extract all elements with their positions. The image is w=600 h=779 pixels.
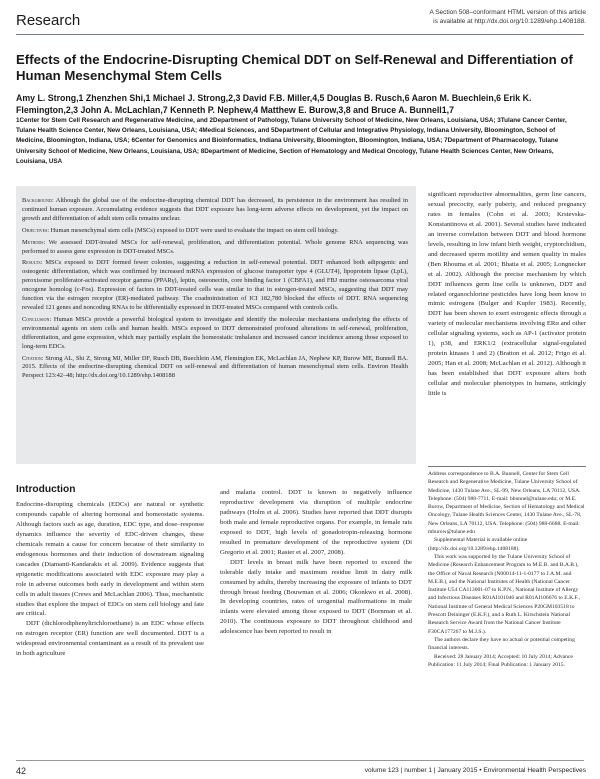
abstract-citation: [22, 355, 408, 382]
html-version-note-line1: A Section 508–conformant HTML version of this article: [429, 9, 586, 16]
dates-note: Received: 28 January 2014; Accepted: 10 July 2014; Advance Publication: 11 July 2014; Final Publication: 1 January 2015.: [428, 653, 573, 668]
article-title: Effects of the Endocrine-Disrupting Chemical DDT on Self-Renewal and Differentiation of Human Mesenchymal Stem Cells: [16, 52, 573, 83]
competing-interests-note: The authors declare they have no actual or potential competing financial interests.: [428, 636, 575, 652]
header-rule: [16, 34, 584, 35]
journal-footer: volume 123 | number 1 | January 2015 • Environmental Health Perspectives: [364, 767, 586, 774]
article-notes: [428, 470, 586, 669]
correspondence-note: Address correspondence to B.A. Bunnell, Center for Stem Cell Research and Regenerative Medicine, Tulane University School of Medicine, 1430 Tulane Ave., SL-99, New Orleans, LA 70112, USA. Telephone: (504) 988-7711. E-mail: bbunnel@tulane.edu; or M.E. Burow, Department of Medicine, Section of Hematology and Medical Oncology, Tulane Health Sciences Center, 1430 Tulane Ave., SL-78, New Orleans, LA 70112, USA. Telephone: (504) 988-6688. E-mail: mburow@tulane.edu: [428, 471, 585, 536]
citation-label: Citation:: [22, 354, 44, 362]
abstract-conclusion: [22, 316, 408, 352]
methods-label: Methods:: [22, 238, 46, 246]
abstract-background: [22, 197, 408, 224]
paragraph: Endocrine-disrupting chemicals (EDCs) are natural or synthetic compounds capable of altering hormonal and homeostatic systems. Although factors such as age, duration, EDC type, and dose–response dynamics influence the severity of EDC-driven changes, these chemicals remain a cause for concern because of their similarity to endogenous hormones and their induction of downstream signaling cascades (Diamanti-Kandarakis et al. 2009). Evidence suggests that epigenetic modifications associated with EDC exposure may play a role in adverse outcomes both early in development and within stem cells in adult tissues (Crews and McLachlan 2006). Thus, mechanistic studies that explore the impact of EDCs on stem cell biology and fate are critical.: [16, 501, 204, 618]
objectives-label: Objectives:: [22, 226, 50, 234]
abstract: [22, 197, 408, 384]
results-label: Results:: [22, 259, 43, 267]
footer-rule: [16, 760, 584, 761]
section-label: Research: [16, 12, 81, 29]
background-text: Although the global use of the endocrine-disrupting chemical DDT has decreased, its persistence in the environment has resulted in continued human exposure. Accumulating evidence suggests that DDT exposure has long-term adverse effects on development, yet the impact on growth and differentiation of adult stem cells remains unclear.: [22, 197, 408, 222]
abstract-results: [22, 259, 408, 312]
paragraph: and malaria control. DDT is known to negatively influence reproductive development via disruption of multiple endocrine pathways (Holm et al. 2006). Studies have reported that DDT disrupts both male and female reproductive organs. For example, in female rats exposed to DDT, high levels of gonadotropin-releasing hormone resulted in premature development of the reproductive system (Di Gregorio et al. 2001; Rasier et al. 2007, 2008).: [220, 489, 412, 556]
body-text-column-1: [16, 500, 204, 659]
funding-note: This work was supported by the Tulane University School of Medicine (Research Enhancement Program to M.E.B. and B.A.B.), the Office of Naval Research (N00014-11-1-0177 to J.A.M. and M.E.B.), and the National Institutes of Health (National Cancer Institute U54 CA113001-07 to K.P.N., National Institute of Allergy and Infectious Diseases R01AI101046 and R01AI106676 to E.K.F., National Institute of General Medical Sciences P20GM103518 to Prescott Deininger (E.K.F.), and a Ruth L. Kirschstein National Research Service Award from the National Cancer Institute F30CA177267 to M.J.S.).: [428, 553, 580, 635]
affiliations: 1Center for Stem Cell Research and Regenerative Medicine, and 2Department of Pathology, Tulane University School of Medicine, New Orleans, Louisiana, USA; 3Tulane Cancer Center, Tulane Health Science Center, New Orleans, Louisiana, USA; 4Medical Sciences, and 5Department of Cellular and Integrative Physiology, Indiana University, Bloomington, School of Medicine, Bloomington, Indiana, USA; 6Center for Genomics and Bioinformatics, Indiana University, Bloomington, Bloomington, Indiana, USA; 7Department of Pharmacology, Tulane University School of Medicine, New Orleans, Louisiana, USA; 8Department of Medicine, Section of Hematology and Medical Oncology, Tulane Health Sciences Center, New Orleans, Louisiana, USA: [16, 117, 567, 165]
background-label: Background:: [22, 197, 54, 204]
methods-text: We assessed DDT-treated MSCs for self-renewal, proliferation, and differentiation potential. Whole genome RNA sequencing was performed to assess gene expression in DDT-treated MSCs.: [22, 238, 408, 255]
results-text: MSCs exposed to DDT formed fewer colonies, suggesting a reduction in self-renewal potential. DDT enhanced both adipogenic and osteogenic differentiation, which was confirmed by increased mRNA expression of glucose transporter type 4 (GLUT4), lipoprotein lipase (LpL), peroxisome proliferator-activated receptor gamma (PPARγ), leptin, osteonectin, core binding factor 1 (CBFA1), and FBJ murine osteosarcoma viral oncogene homolog (c-Fos). Expression of factors in DDT-treated cells was similar to that in estrogen-treated MSCs, suggesting that DDT may function via the estrogen receptor (ER)-mediated pathway. The coadministration of ICI 182,780 blocked the effects of DDT. RNA sequencing revealed 121 genes and noncoding RNAs to be differentially expressed in DDT-treated MSCs compared with controls cells.: [22, 259, 408, 311]
supplemental-note[interactable]: Supplemental Material is available online (http://dx.doi.org/10.1289/ehp.1408188).: [428, 537, 528, 552]
paragraph: DDT levels in breast milk have been reported to exceed the tolerable daily intake and maximum residue limit in dairy milk consumed by adults, thereby increasing the exposure of infants to DDT through breast feeding (Bouwman et al. 2006; Okonkwo et al. 2008). In developing countries, rates of urogenital malformations in male infants were elevated among those exposed to DDT (Bornman et al. 2010). The continuous exposure to DDT throughout childhood and adolescence has been reported to result in: [220, 558, 412, 636]
paragraph: DDT (dichlorodiphenyltrichloroethane) is an EDC whose effects on estrogen receptor (ER) function are well documented. DDT is a widespread environmental contaminant as a result of its prevalent use in both agriculture: [16, 620, 204, 658]
body-text-column-2: [220, 488, 412, 637]
page-number: 42: [16, 766, 27, 776]
conclusion-label: Conclusion:: [22, 315, 52, 323]
abstract-objectives: [22, 227, 408, 236]
body-text-right-column: significant reproductive abnormalities, germ line cancers, sexual precocity, early puberty, and reduced pregnancy rates in females (Cohn et al. 2003; Krstevska-Konstantinova et al. 2001). Several studies have indicated an inverse correlation between DDT and blood hormone levels, resulting in low infant birth weight, cryptorchidism, and decreased sperm motility and semen quality in males (Ben Rhouma et al. 2001; Bhatia et al. 2005; Longnecker et al. 2002). Although the precise mechanism by which DDT influences germ line cells is unknown, DDT and related organochlorine pesticides have long been know to mimic estrogens (Bulger and Kupfer 1983). Recently, DDT has been shown to exert estrogenic effects through a variety of molecular mechanisms involving ERα and other cellular signaling systems, such as AP-1 (activator protein 1), p38, and ERK1/2 (extracellular signal-regulated protein kinases 1 and 2) (Bratton et al. 2012; Frigo et al. 2005; Han et al. 2008; McLachlan et al. 2012). Although it has been established that DDT exposure alters both cellular and molecular phenotypes in humans, strikingly little is: [428, 191, 586, 398]
author-list: Amy L. Strong,1 Zhenzhen Shi,1 Michael J. Strong,2,3 David F.B. Miller,4,5 Douglas B. Rusch,6 Aaron M. Buechlein,6 Erik K. Flemington,2,3 John A. McLachlan,7 Kenneth P. Nephew,4 Matthew E. Burow,3,8 and Bruce A. Bunnell1,7: [16, 93, 532, 115]
abstract-methods: [22, 239, 408, 257]
citation-text: Strong AL, Shi Z, Strong MJ, Miller DF, Rusch DB, Buechlein AM, Flemington EK, McLachlan JA, Nephew KP, Burow ME, Bunnell BA. 2015. Effects of the endocrine-disrupting chemical DDT on self-renewal and differentiation of human mesenchymal stem cells. Environ Health Perspect 123:42–48; http://dx.doi.org/10.1289/ehp.1408188: [22, 354, 408, 380]
section-heading-introduction: Introduction: [16, 484, 76, 495]
footnote-rule: [428, 466, 586, 467]
objectives-text: Human mesenchymal stem cells (MSCs) exposed to DDT were used to evaluate the impact on stem cell biology.: [50, 226, 339, 234]
html-version-note-line2[interactable]: is available at http://dx.doi.org/10.1289/ehp.1408188.: [433, 18, 586, 25]
conclusion-text: Human MSCs provide a powerful biological system to investigate and identify the molecular mechanisms underlying the effects of environmental agents on stem cells and human health. MSCs exposed to DDT demonstrated profound alterations in self-renewal, proliferation, differentiation, and gene expression, which may partially explain the homeostatic imbalance and increased cancer incidence among those exposed to long-term EDCs.: [22, 315, 408, 350]
html-version-note: [392, 8, 586, 26]
